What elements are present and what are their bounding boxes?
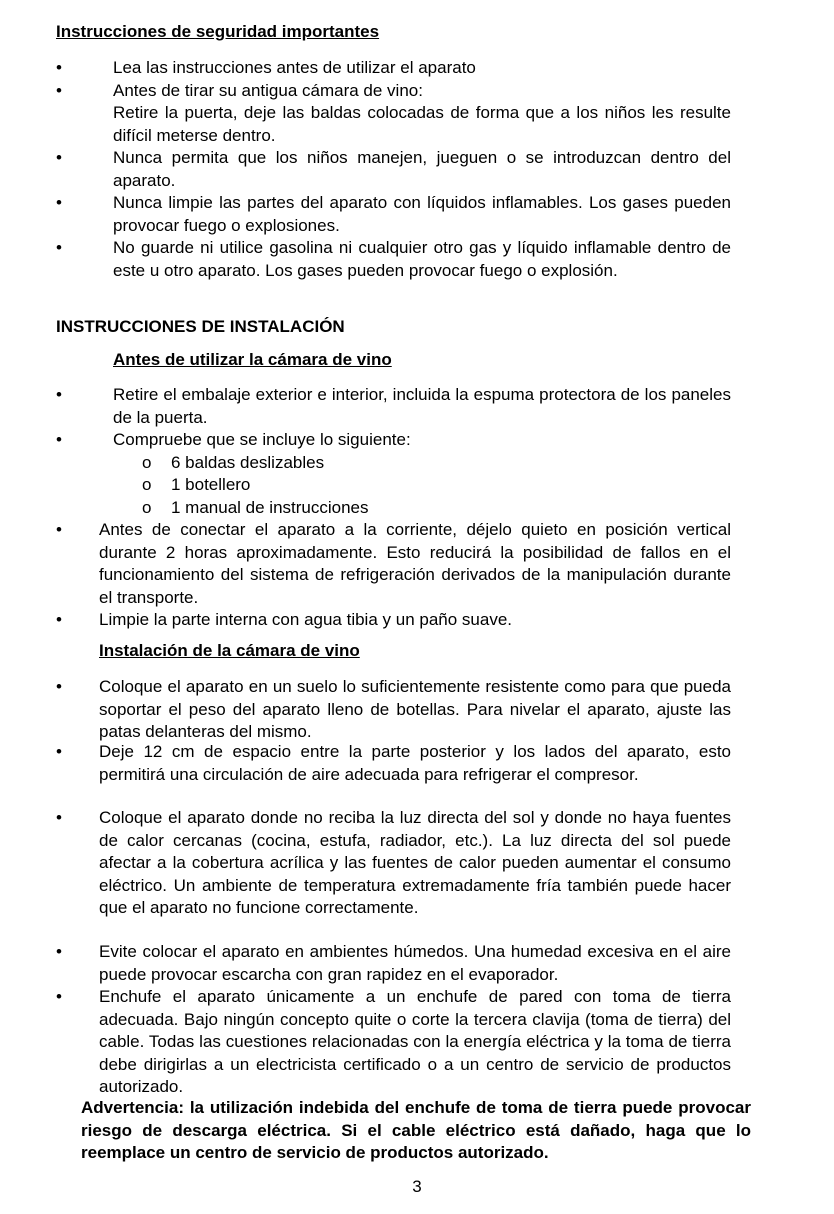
- setup-item: Coloque el aparato en un suelo lo suficientemente resistente como para que pueda soportar el peso del aparato lleno de botellas. Para nivelar el aparato, ajuste las patas delanteras del mismo.: [99, 677, 731, 742]
- bullet-marker: •: [56, 238, 62, 257]
- setup-item: Enchufe el aparato únicamente a un enchufe de pared con toma de tierra adecuada. Bajo ningún concepto quite o corte la tercera clavija (toma de tierra) del cable. Todas las cuestiones relacionadas con la energía eléctrica y la toma de tierra debe dirigirlas a un electricista certificado o a un centro de servicio de productos autorizado.: [99, 987, 731, 1097]
- sub-list-marker: o: [142, 498, 152, 517]
- bullet-marker: •: [56, 148, 62, 167]
- bullet-marker: •: [56, 808, 62, 827]
- safety-item: Lea las instrucciones antes de utilizar el aparato: [113, 58, 476, 77]
- page-number: 3: [412, 1177, 422, 1196]
- before-use-item: Compruebe que se incluye lo siguiente:: [113, 430, 411, 449]
- bullet-marker: •: [56, 520, 62, 539]
- setup-item: Evite colocar el aparato en ambientes húmedos. Una humedad excesiva en el aire puede provocar escarcha con gran rapidez en el evaporador.: [99, 942, 731, 984]
- sub-list-marker: o: [142, 453, 152, 472]
- bullet-marker: •: [56, 942, 62, 961]
- before-use-item: Limpie la parte interna con agua tibia y un paño suave.: [99, 610, 512, 629]
- grounding-warning: Advertencia: la utilización indebida del enchufe de toma de tierra puede provocar riesgo de descarga eléctrica. Si el cable eléctrico está dañado, haga que lo reemplace un centro de servicio de productos autorizado.: [81, 1098, 751, 1163]
- sub-list-marker: o: [142, 475, 152, 494]
- bullet-marker: •: [56, 385, 62, 404]
- safety-heading: Instrucciones de seguridad importantes: [56, 22, 380, 41]
- bullet-marker: •: [56, 81, 62, 100]
- bullet-marker: •: [56, 987, 62, 1006]
- safety-item: No guarde ni utilice gasolina ni cualquier otro gas y líquido inflamable dentro de este u otro aparato. Los gases pueden provocar fuego o explosión.: [113, 238, 731, 280]
- setup-item: Deje 12 cm de espacio entre la parte posterior y los lados del aparato, esto permitirá una circulación de aire adecuada para refrigerar el compresor.: [99, 742, 731, 784]
- before-use-item: Antes de conectar el aparato a la corriente, déjelo quieto en posición vertical durante 2 horas aproximadamente. Esto reducirá la posibilidad de fallos en el funcionamiento del sistema de refrigeración derivados de la manipulación durante el transporte.: [99, 520, 731, 607]
- bullet-marker: •: [56, 742, 62, 761]
- safety-item: Nunca permita que los niños manejen, jueguen o se introduzcan dentro del aparato.: [113, 148, 731, 190]
- setup-item: Coloque el aparato donde no reciba la luz directa del sol y donde no haya fuentes de calor cercanas (cocina, estufa, radiador, etc.). La luz directa del sol puede afectar a la cobertura acrílica y las fuentes de calor pueden aumentar el consumo eléctrico. Un ambiente de temperatura extremadamente fría también puede hacer que el aparato no funcione correctamente.: [99, 808, 731, 918]
- setup-heading: Instalación de la cámara de vino: [99, 641, 360, 660]
- bullet-marker: •: [56, 677, 62, 696]
- bullet-marker: •: [56, 193, 62, 212]
- included-item: 6 baldas deslizables: [171, 453, 325, 472]
- included-item: 1 manual de instrucciones: [171, 498, 369, 517]
- before-use-heading: Antes de utilizar la cámara de vino: [113, 350, 392, 369]
- safety-item: Nunca limpie las partes del aparato con líquidos inflamables. Los gases pueden provocar fuego o explosiones.: [113, 193, 731, 235]
- installation-heading: INSTRUCCIONES DE INSTALACIÓN: [56, 317, 345, 336]
- included-item: 1 botellero: [171, 475, 251, 494]
- safety-item-detail: Retire la puerta, deje las baldas colocadas de forma que a los niños les resulte difícil meterse dentro.: [113, 103, 731, 145]
- safety-item: Antes de tirar su antigua cámara de vino:: [113, 81, 423, 100]
- before-use-item: Retire el embalaje exterior e interior, incluida la espuma protectora de los paneles de la puerta.: [113, 385, 731, 427]
- bullet-marker: •: [56, 58, 62, 77]
- bullet-marker: •: [56, 430, 62, 449]
- bullet-marker: •: [56, 610, 62, 629]
